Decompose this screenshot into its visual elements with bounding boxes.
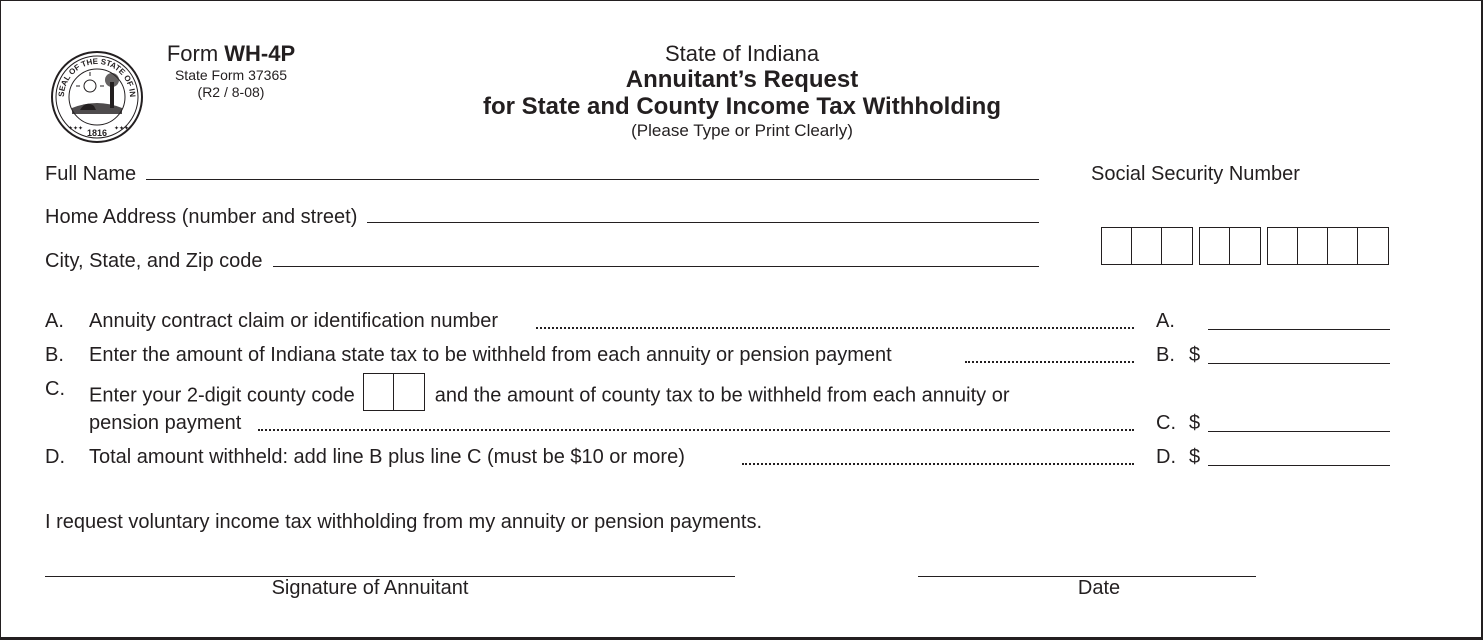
ssn-digit-box[interactable]: [1162, 228, 1192, 264]
line-a-text: Annuity contract claim or identification number: [89, 310, 499, 332]
home-address-label: Home Address (number and street): [45, 206, 358, 228]
line-d-answer-field[interactable]: [1208, 465, 1390, 466]
ssn-digit-box[interactable]: [1102, 228, 1132, 264]
county-code-digit-box[interactable]: [394, 374, 424, 410]
svg-text:✦✦✦: ✦✦✦: [68, 126, 84, 132]
form-number-value: WH-4P: [224, 41, 296, 66]
ssn-digit-box[interactable]: [1328, 228, 1358, 264]
ssn-label: Social Security Number: [1091, 163, 1300, 185]
line-c: [45, 377, 1392, 407]
svg-text:✦✦✦: ✦✦✦: [114, 126, 130, 132]
form-heading: [381, 41, 1103, 141]
line-a-leader: [536, 327, 1134, 329]
line-c-continuation: [45, 411, 1392, 435]
line-d-dollar-sign: $: [1189, 446, 1201, 468]
full-name-row: [45, 162, 1039, 186]
ssn-group-2: [1199, 227, 1261, 265]
request-statement: I request voluntary income tax withholding from my annuity or pension payments.: [45, 511, 763, 533]
line-a-answer-field[interactable]: [1208, 329, 1390, 330]
line-c-dollar-sign: $: [1189, 412, 1201, 434]
line-b-ref: B.: [1156, 344, 1175, 366]
line-a: [45, 309, 1392, 333]
line-d-letter: D.: [45, 446, 65, 468]
ssn-digit-box[interactable]: [1268, 228, 1298, 264]
line-b-leader: [965, 361, 1134, 363]
line-b-letter: B.: [45, 344, 64, 366]
line-b-dollar-sign: $: [1189, 344, 1201, 366]
seal-text: SEAL OF THE STATE OF IN: [56, 56, 138, 98]
line-c-text: [89, 377, 1010, 415]
county-code-digit-box[interactable]: [364, 374, 394, 410]
ssn-group-3: [1267, 227, 1389, 265]
line-c-text-after: and the amount of county tax to be withheld from each annuity or: [434, 384, 1010, 407]
date-caption: Date: [1077, 577, 1121, 599]
line-b: [45, 343, 1392, 367]
signature-caption: Signature of Annuitant: [271, 577, 469, 599]
line-c-ref: C.: [1156, 412, 1176, 434]
state-name: State of Indiana: [664, 41, 820, 66]
line-c-leader: [258, 429, 1134, 431]
ssn-boxes: [1101, 227, 1389, 265]
full-name-label: Full Name: [45, 163, 137, 185]
line-c-text-before: Enter your 2-digit county code: [89, 384, 355, 407]
ssn-group-1: [1101, 227, 1193, 265]
line-d-leader: [742, 463, 1134, 465]
city-state-zip-field[interactable]: [273, 250, 1039, 267]
line-c-letter: C.: [45, 378, 65, 400]
form-revision: (R2 / 8-08): [197, 84, 265, 100]
form-prefix: Form: [166, 41, 219, 66]
line-c-text-cont: pension payment: [89, 412, 242, 434]
full-name-field[interactable]: [146, 163, 1039, 180]
seal-year: 1816: [86, 128, 108, 138]
home-address-field[interactable]: [367, 206, 1039, 223]
ssn-digit-box[interactable]: [1200, 228, 1230, 264]
line-d-ref: D.: [1156, 446, 1176, 468]
form-number: [149, 41, 313, 67]
city-state-zip-row: [45, 249, 1039, 273]
ssn-digit-box[interactable]: [1358, 228, 1388, 264]
form-identification: [149, 41, 313, 101]
line-b-answer-field[interactable]: [1208, 363, 1390, 364]
state-form-number: State Form 37365: [174, 67, 288, 83]
line-d: [45, 445, 1392, 469]
line-b-text: Enter the amount of Indiana state tax to be withheld from each annuity or pension payment: [89, 344, 892, 366]
ssn-digit-box[interactable]: [1298, 228, 1328, 264]
line-a-letter: A.: [45, 310, 64, 332]
county-code-boxes: [363, 373, 425, 411]
form-instruction: (Please Type or Print Clearly): [631, 121, 853, 140]
ssn-digit-box[interactable]: [1132, 228, 1162, 264]
line-d-text: Total amount withheld: add line B plus line C (must be $10 or more): [89, 446, 685, 468]
line-c-answer-field[interactable]: [1208, 431, 1390, 432]
form-title-line-1: Annuitant’s Request: [625, 66, 859, 93]
line-a-ref: A.: [1156, 310, 1175, 332]
form-title-line-2: for State and County Income Tax Withholding: [482, 93, 1001, 120]
home-address-row: [45, 205, 1039, 229]
ssn-digit-box[interactable]: [1230, 228, 1260, 264]
city-state-zip-label: City, State, and Zip code: [45, 250, 263, 272]
seal-of-indiana-icon: [50, 50, 144, 144]
